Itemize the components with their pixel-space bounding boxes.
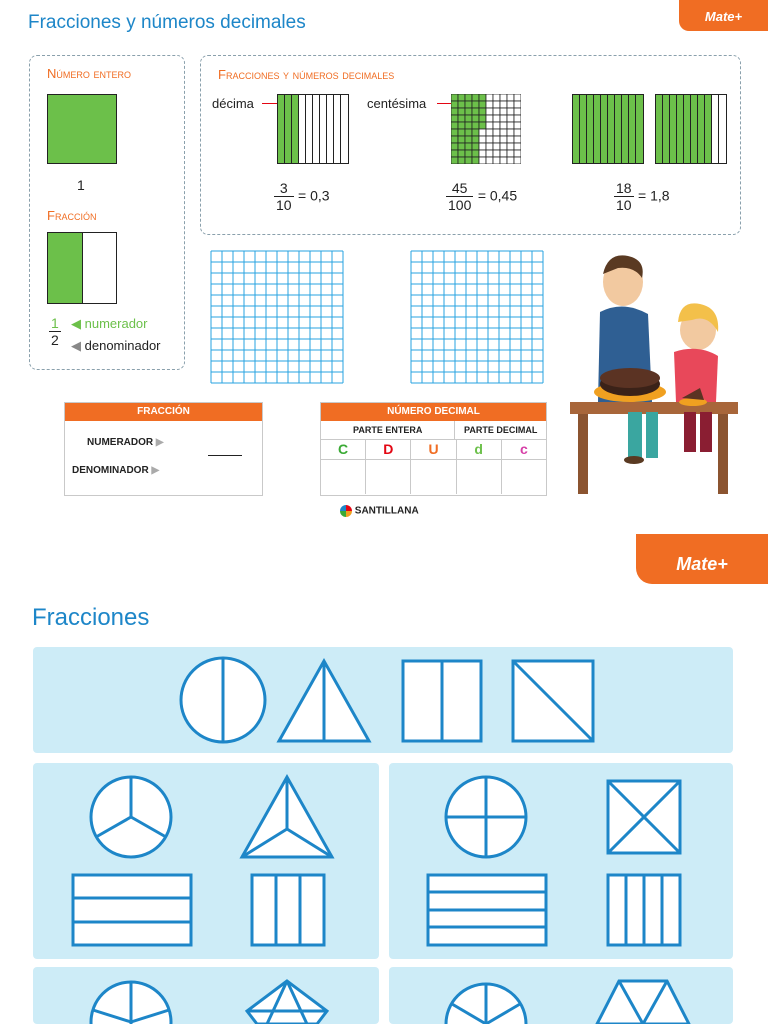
decimals-heading: Fracciones y números decimales bbox=[218, 67, 395, 82]
eight-tenths-strip bbox=[655, 94, 727, 164]
hundredth-label: centésima bbox=[367, 96, 427, 111]
halves-shapes bbox=[33, 647, 733, 753]
decimal-column-label: d bbox=[457, 440, 501, 460]
half-square bbox=[47, 232, 117, 304]
numerator-label-text: numerador bbox=[84, 316, 148, 331]
whole-square bbox=[47, 94, 117, 164]
decimal-column-0 bbox=[321, 440, 366, 494]
fifths-shapes bbox=[33, 967, 379, 1024]
pointer-arrow-icon bbox=[437, 103, 451, 104]
integer-part-header: PARTE ENTERA bbox=[321, 421, 455, 439]
ex3-num: 18 bbox=[616, 180, 632, 196]
ex2-value: = 0,45 bbox=[477, 187, 518, 204]
whole-number-heading: Número entero bbox=[47, 66, 132, 81]
denominator-label bbox=[71, 338, 161, 354]
denominator-value: 2 bbox=[51, 332, 59, 348]
tenth-label: décima bbox=[212, 96, 254, 111]
denominator-row-label bbox=[72, 465, 159, 476]
decimal-column-2 bbox=[411, 440, 456, 494]
whole-number-label: 1 bbox=[77, 177, 85, 193]
ex1-den: 10 bbox=[276, 197, 292, 213]
triangle-left-icon: ◀ bbox=[71, 338, 81, 353]
pointer-arrow-icon bbox=[262, 103, 277, 104]
decimal-table bbox=[320, 402, 547, 496]
decimal-columns bbox=[321, 440, 546, 494]
numerator-row-text: NUMERADOR bbox=[87, 437, 154, 448]
page-title: Fracciones y números decimales bbox=[28, 12, 306, 33]
hundredths-grid bbox=[451, 94, 521, 164]
ex3-value: = 1,8 bbox=[638, 187, 670, 204]
practice-grid-left bbox=[208, 248, 346, 386]
brand-tab: Mate+ bbox=[679, 0, 768, 31]
brand-tab-bottom: Mate+ bbox=[636, 534, 768, 584]
family-cake-illustration bbox=[568, 252, 740, 496]
numerator-label bbox=[71, 316, 148, 332]
fraction-table-header: FRACCIÓN bbox=[65, 403, 262, 421]
decimal-column-label: D bbox=[366, 440, 410, 460]
publisher-logo bbox=[340, 505, 419, 517]
denominator-label-text: denominador bbox=[84, 338, 161, 353]
thirds-shapes bbox=[33, 763, 379, 959]
ex2-num: 45 bbox=[446, 180, 473, 197]
whole-strip bbox=[572, 94, 644, 164]
santillana-logo-icon bbox=[340, 505, 352, 517]
example-45-hundredths bbox=[446, 180, 517, 213]
decimal-column-1 bbox=[366, 440, 411, 494]
fraction-heading: Fracción bbox=[47, 208, 97, 223]
fraction-table bbox=[64, 402, 263, 496]
practice-grid-right bbox=[408, 248, 546, 386]
decimal-column-label: U bbox=[411, 440, 455, 460]
tenths-strip bbox=[277, 94, 349, 164]
publisher-name: SANTILLANA bbox=[354, 505, 419, 517]
ex1-num: 3 bbox=[274, 180, 294, 197]
triangle-right-icon: ▶ bbox=[155, 437, 164, 448]
example-three-tenths bbox=[274, 180, 330, 213]
numerator-value: 1 bbox=[51, 315, 59, 331]
triangle-left-icon: ◀ bbox=[71, 316, 81, 331]
fraction-one-half bbox=[49, 315, 61, 348]
decimal-table-header: NÚMERO DECIMAL bbox=[321, 403, 546, 421]
ex3-den: 10 bbox=[616, 197, 632, 213]
decimal-part-header: PARTE DECIMAL bbox=[464, 425, 538, 435]
decimal-column-label: c bbox=[502, 440, 546, 460]
denominator-row-text: DENOMINADOR bbox=[72, 465, 149, 476]
numerator-row-label bbox=[87, 437, 164, 448]
sixths-shapes bbox=[389, 967, 733, 1024]
decimal-column-label: C bbox=[321, 440, 365, 460]
section-title: Fracciones bbox=[32, 604, 150, 631]
example-18-tenths bbox=[614, 180, 670, 213]
ex2-den: 100 bbox=[448, 197, 472, 213]
fraction-bar bbox=[208, 455, 242, 456]
decimal-column-3 bbox=[457, 440, 502, 494]
quarters-shapes bbox=[389, 763, 733, 959]
decimal-column-4 bbox=[502, 440, 546, 494]
ex1-value: = 0,3 bbox=[298, 187, 330, 204]
triangle-right-icon: ▶ bbox=[151, 465, 160, 476]
